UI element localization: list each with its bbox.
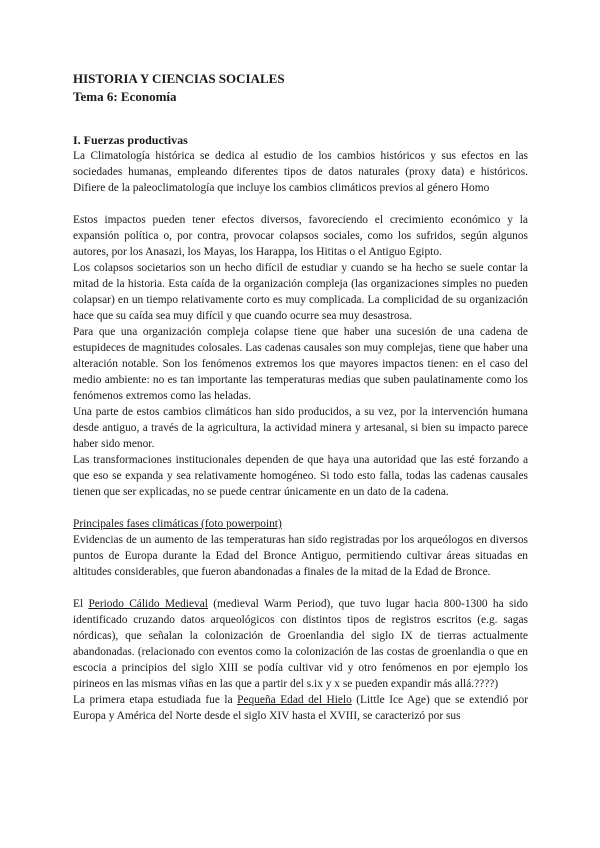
paragraph-cambios: Una parte de estos cambios climáticos han sido producidos, a su vez, por la intervención humana desde antiguo, a través de la agricultura, la actividad minera y artesanal, si bien su impacto parece haber sido menor.	[73, 406, 528, 450]
document-subtitle: Tema 6: Economía	[73, 89, 177, 104]
paragraph-impactos: Estos impactos pueden tener efectos diversos, favoreciendo el crecimiento económico y la expansión política o, por contra, provocar colapsos sociales, como los sufridos, según algunos autores, por los Anasazi, los Mayas, los Harappa, los Hititas o el Antiguo Egipto.	[73, 214, 528, 258]
paragraph-organizacion: Para que una organización compleja colapse tiene que haber una sucesión de una cadena de estupideces de magnitudes colosales. Las cadenas causales son muy complejas, tiene que haber una alteración notable. Son los fenómenos extremos los que mayores impactos tienen: en el caso del medio ambiente: no es tan importante las temperaturas medias que suben paulatinamente como los fenómenos extremos como las heladas.	[73, 326, 528, 402]
section-heading-fuerzas: I. Fuerzas productivas	[73, 133, 188, 147]
text-span: El	[73, 598, 89, 610]
document-title: HISTORIA Y CIENCIAS SOCIALES	[73, 71, 285, 86]
document-body	[73, 70, 528, 724]
paragraph-periodo-calido	[73, 596, 528, 692]
section-heading-fases: Principales fases climáticas (foto powerpoint)	[73, 518, 282, 530]
paragraph-pequena-edad	[73, 692, 528, 724]
term-periodo-calido: Periodo Cálido Medieval	[88, 598, 208, 610]
paragraph-colapsos: Los colapsos societarios son un hecho difícil de estudiar y cuando se ha hecho se suele contar la mitad de la historia. Esta caída de la organización compleja (las organizaciones simples no pueden colapsar) en un tiempo relativamente corto es muy complicada. La complicidad de su organización hace que su caída sea muy difícil y que cuando ocurre sea muy desastrosa.	[73, 262, 528, 322]
text-span: (Little Ice Age) que se extendió por Europa y América del Norte desde el siglo XIV hasta el XVIII, se caracterizó por sus	[73, 694, 528, 722]
paragraph-transformaciones: Las transformaciones institucionales dependen de que haya una autoridad que las esté forzando a que eso se expanda y sea relativamente homogéneo. Si todo esto falla, todas las cadenas causales tienen que ser explicadas, no se puede centrar únicamente en un dato de la cadena.	[73, 454, 528, 498]
paragraph-evidencias: Evidencias de un aumento de las temperaturas han sido registradas por los arqueólogos en diversos puntos de Europa durante la Edad del Bronce Antiguo, permitiendo cultivar áreas situadas en altitudes considerables, que fueron abandonadas a finales de la mitad de la Edad de Bronce.	[73, 534, 528, 578]
term-pequena-edad: Pequeña Edad del Hielo	[237, 694, 352, 706]
paragraph-climatologia: La Climatología histórica se dedica al estudio de los cambios históricos y sus efectos en las sociedades humanas, empleando diferentes tipos de datos naturales (proxy data) e históricos. Difiere de la paleoclimatología que incluye los cambios climáticos previos al género Homo	[73, 150, 528, 194]
text-span: (medieval Warm Period), que tuvo lugar hacia 800-1300 ha sido identificado cruzando datos arqueológicos con distintos tipos de registros escritos (e.g. sagas nórdicas), que señalan la colonización de Groenlandia del siglo IX de tierras actualmente abandonadas. (relacionado con eventos como la colonización de las costas de groenlandia o que en escocia a principios del siglo XIII se podía cultivar vid y otro fenómenos en por ejemplo los pirineos en las mismas viñas en las que a partir del s.ix y x se pueden expandir más allá.????)	[73, 598, 528, 690]
text-span: La primera etapa estudiada fue la	[73, 694, 238, 706]
